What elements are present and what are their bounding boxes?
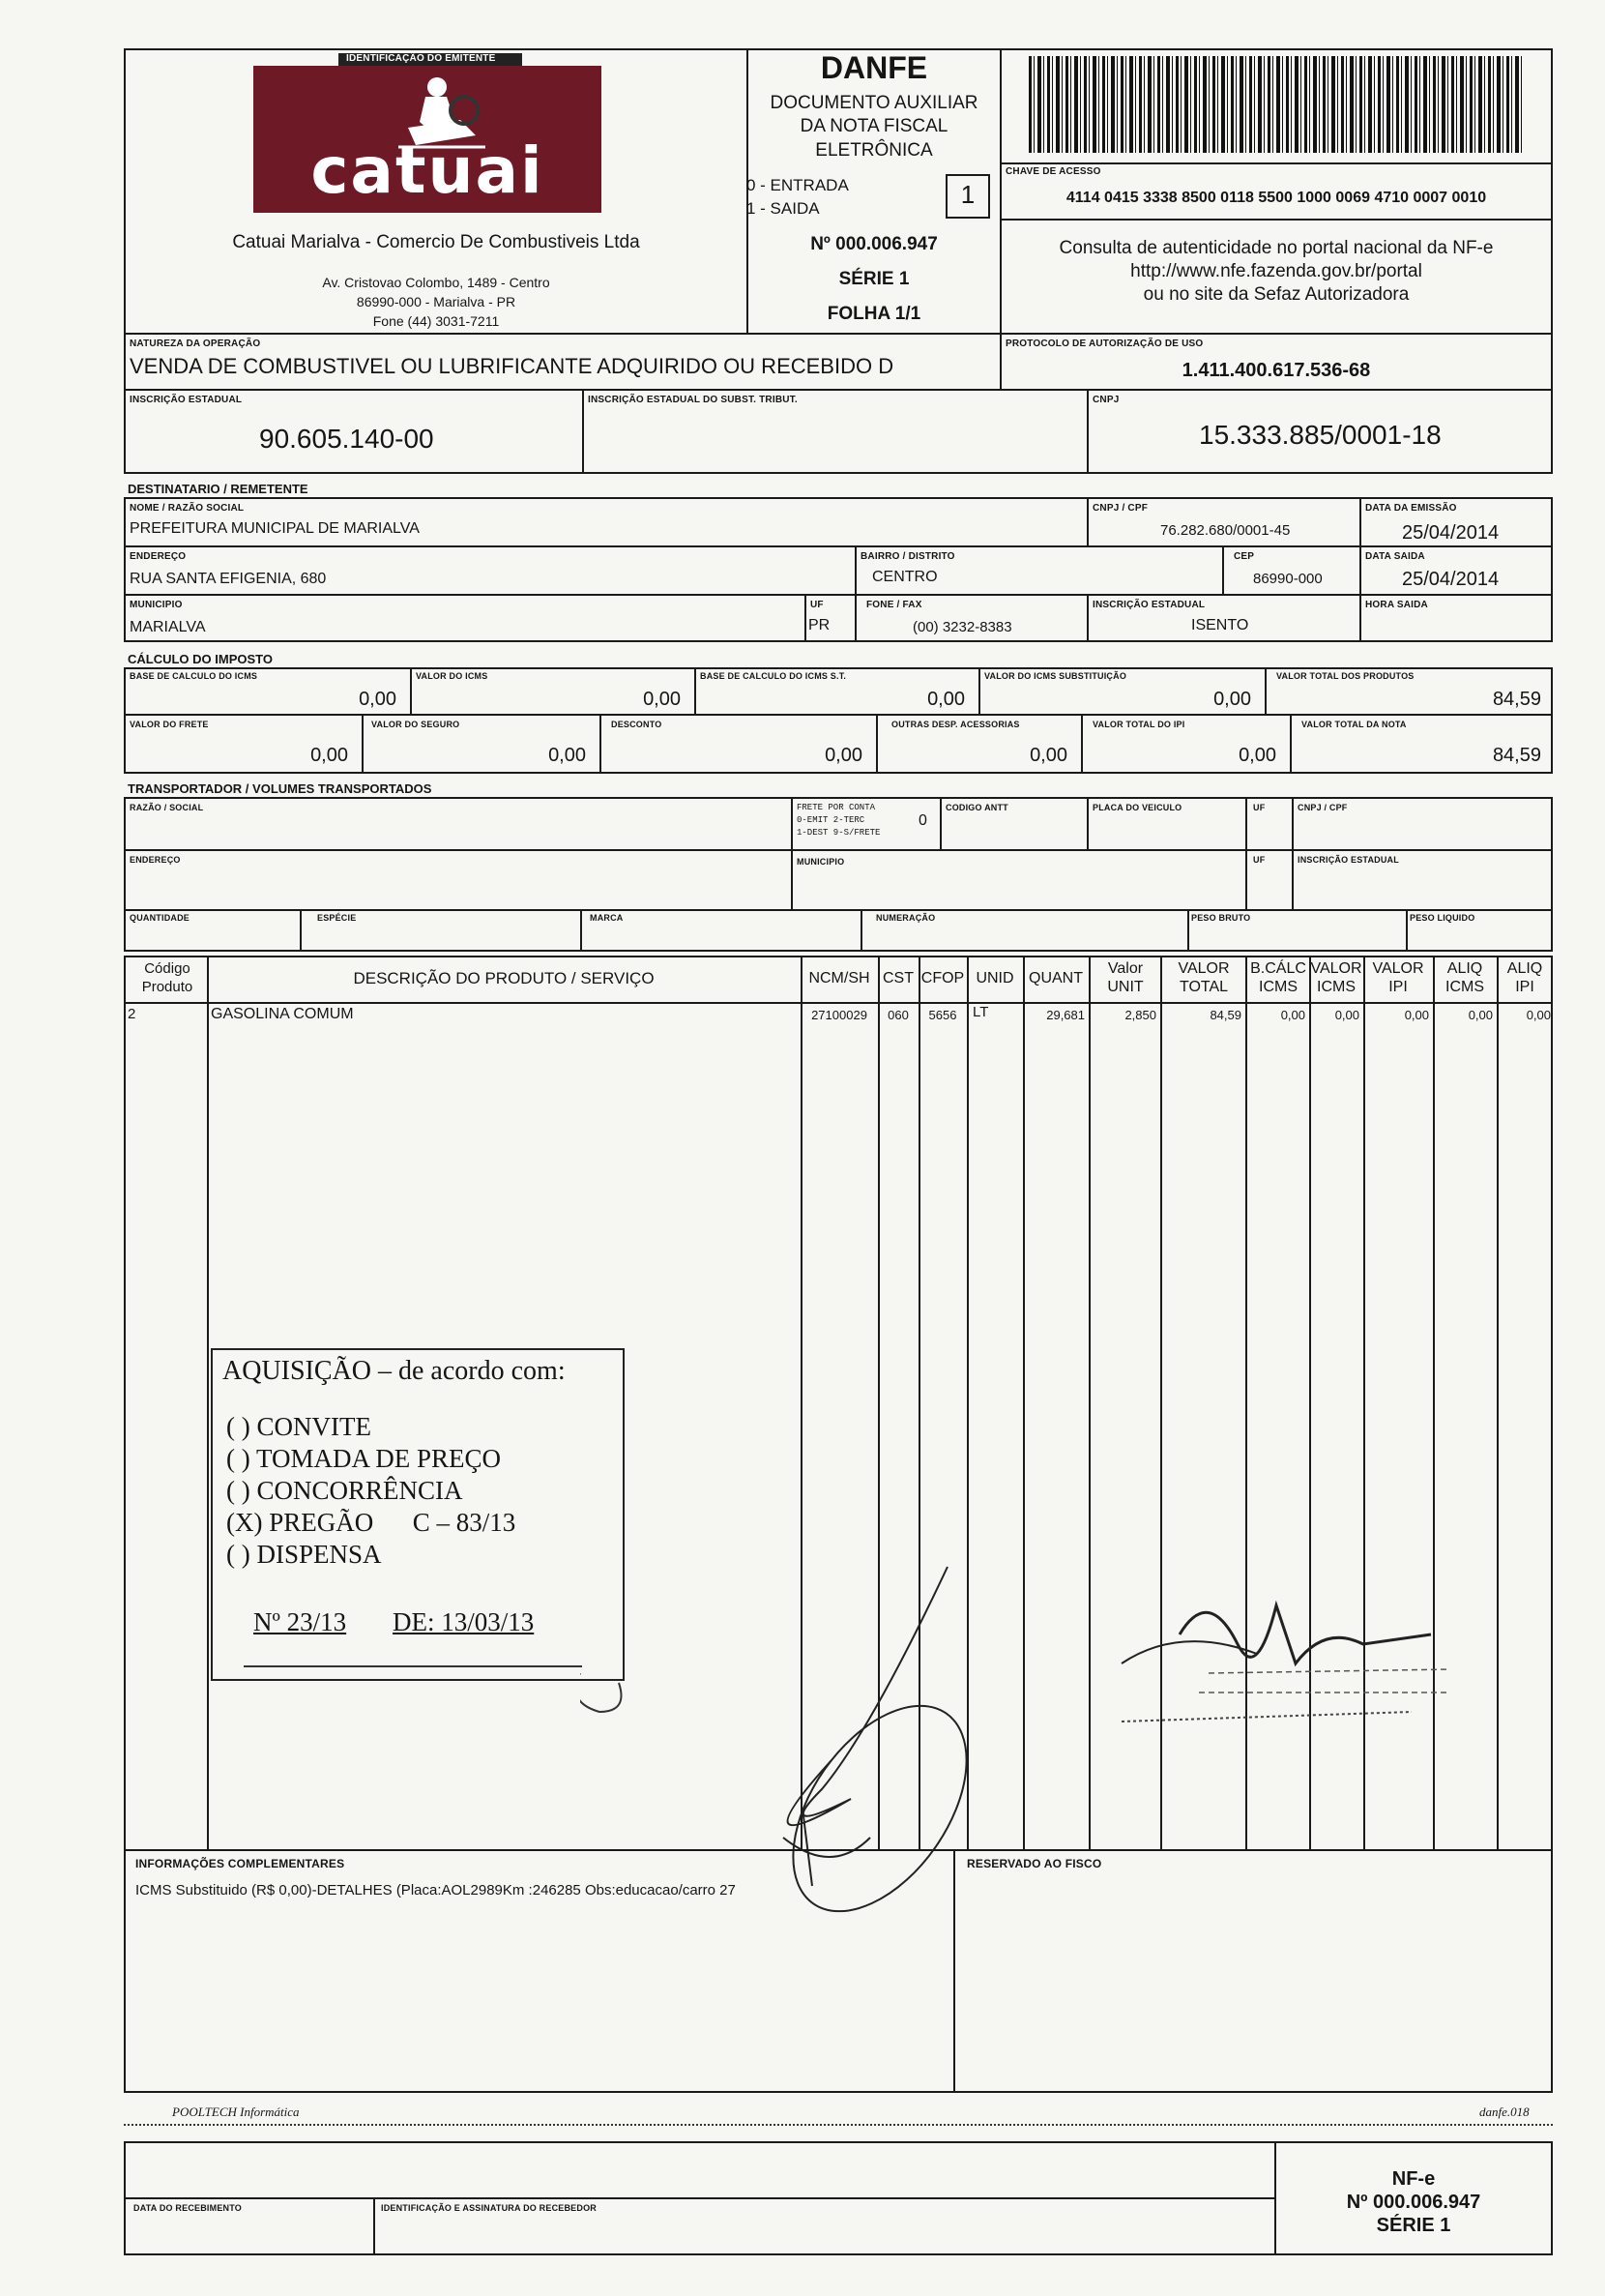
- imp-v3: [978, 667, 980, 714]
- chave-label: CHAVE DE ACESSO: [1006, 166, 1101, 177]
- emitente-phone: Fone (44) 3031-7211: [372, 313, 500, 329]
- th-descricao: DESCRIÇÃO DO PRODUTO / SERVIÇO: [353, 969, 655, 987]
- desconto: 0,00: [825, 745, 862, 766]
- consulta-line3: ou no site da Sefaz Autorizadora: [1143, 284, 1410, 305]
- tr-v-cnpj: [1292, 797, 1294, 911]
- row-vtotal: 84,59: [1210, 1008, 1241, 1022]
- valor-icms-label: VALOR DO ICMS: [416, 671, 488, 681]
- footer-cut-line: [124, 2124, 1553, 2126]
- tr-frete-l1: FRETE POR CONTA: [797, 803, 876, 812]
- col-line-1: [207, 956, 209, 1851]
- tr-v-uf: [1245, 797, 1247, 911]
- ipi-label: VALOR TOTAL DO IPI: [1093, 720, 1185, 729]
- dest-saida: 25/04/2014: [1402, 569, 1500, 590]
- th-vtotal: VALOR TOTAL: [1178, 960, 1230, 995]
- tr-v-antt: [940, 797, 942, 849]
- th-quant: QUANT: [1029, 970, 1083, 986]
- stamp-sign-line: [244, 1665, 582, 1667]
- protocolo-value: 1.411.400.617.536-68: [1182, 360, 1371, 381]
- row-codigo: 2: [128, 1006, 136, 1022]
- dest-cep: 86990-000: [1253, 571, 1323, 587]
- th-cst: CST: [883, 970, 914, 986]
- stamp-item-3: ( ) CONCORRÊNCIA: [226, 1476, 463, 1505]
- vol-peso-bruto-label: PESO BRUTO: [1191, 913, 1251, 923]
- th-codigo: Código Produto: [141, 960, 193, 995]
- natureza-label: NATUREZA DA OPERAÇÃO: [130, 339, 261, 349]
- tr-ie-label: INSCRIÇÃO ESTADUAL: [1298, 855, 1399, 865]
- row-bcicms: 0,00: [1280, 1008, 1305, 1022]
- dest-endereco: RUA SANTA EFIGENIA, 680: [130, 571, 327, 587]
- row-descricao: GASOLINA COMUM: [211, 1006, 354, 1022]
- danfe-serie: SÉRIE 1: [838, 269, 910, 289]
- vol-marca-label: MARCA: [590, 913, 624, 923]
- imp-v9: [1290, 714, 1292, 774]
- row-cst: 060: [888, 1008, 909, 1022]
- dest-municipio-label: MUNICIPIO: [130, 600, 183, 610]
- vol-quantidade-label: QUANTIDADE: [130, 913, 190, 923]
- th-vicms: VALOR ICMS: [1310, 960, 1362, 995]
- base-st-label: BASE DE CALCULO DO ICMS S.T.: [700, 671, 847, 681]
- frete-label: VALOR DO FRETE: [130, 720, 209, 729]
- desconto-label: DESCONTO: [611, 720, 662, 729]
- dest-endereco-label: ENDEREÇO: [130, 551, 187, 562]
- th-aliq-ipi: ALIQ IPI: [1506, 960, 1543, 995]
- row-vunit: 2,850: [1124, 1008, 1156, 1022]
- th-ncm: NCM/SH: [808, 970, 870, 986]
- dest-cep-label: CEP: [1234, 551, 1255, 562]
- tr-uf-label: UF: [1253, 803, 1266, 812]
- base-st: 0,00: [927, 689, 965, 710]
- imp-v8: [1081, 714, 1083, 774]
- prod-header-line: [124, 1002, 1553, 1004]
- stamp-item-2: ( ) TOMADA DE PREÇO: [226, 1444, 502, 1473]
- dest-hline1: [124, 545, 1553, 547]
- tr-municipio-label: MUNICIPIO: [797, 857, 845, 867]
- transportador-box: [124, 797, 1553, 911]
- dest-uf-label: UF: [810, 600, 824, 610]
- tr-placa-label: PLACA DO VEICULO: [1093, 803, 1182, 812]
- canhoto-serie: SÉRIE 1: [1376, 2215, 1451, 2236]
- consulta-line1: Consulta de autenticidade no portal nacional da NF-e: [1059, 238, 1494, 258]
- stamp-item-5: ( ) DISPENSA: [226, 1540, 382, 1569]
- row-ncm: 27100029: [811, 1008, 867, 1022]
- total-nota: 84,59: [1492, 745, 1541, 766]
- danfe-subtitle2: DA NOTA FISCAL: [800, 116, 948, 136]
- imp-v4: [1265, 667, 1267, 714]
- canhoto-hline: [124, 2197, 1274, 2199]
- natureza-value: VENDA DE COMBUSTIVEL OU LUBRIFICANTE ADQUIRIDO OU RECEBIDO D: [130, 354, 894, 378]
- stamp-data: DE: 13/03/13: [393, 1607, 535, 1636]
- footer-right: danfe.018: [1479, 2105, 1530, 2119]
- cnpj-label: CNPJ: [1093, 395, 1120, 405]
- dest-emissao: 25/04/2014: [1402, 522, 1500, 544]
- danfe-subtitle1: DOCUMENTO AUXILIAR: [770, 93, 978, 113]
- vol-v5: [1406, 909, 1408, 952]
- th-unid: UNID: [976, 970, 1014, 986]
- logo: [253, 66, 601, 213]
- destinatario-section: DESTINATARIO / REMETENTE: [128, 482, 308, 496]
- seguro-label: VALOR DO SEGURO: [371, 720, 460, 729]
- tr-v-frete: [791, 797, 793, 911]
- emitente-name: Catuai Marialva - Comercio De Combustiveis Ltda: [232, 232, 640, 252]
- tr-cnpj-label: CNPJ / CPF: [1298, 803, 1348, 812]
- dest-vline-fone: [855, 594, 857, 642]
- ie-divider1: [582, 389, 584, 474]
- base-icms-label: BASE DE CALCULO DO ICMS: [130, 671, 258, 681]
- dest-cnpj: 76.282.680/0001-45: [1160, 522, 1291, 539]
- danfe-folha: FOLHA 1/1: [827, 304, 921, 324]
- emitente-address1: Av. Cristovao Colombo, 1489 - Centro: [322, 275, 550, 290]
- frete: 0,00: [310, 745, 348, 766]
- outras-label: OUTRAS DESP. ACESSORIAS: [891, 720, 1020, 729]
- row-vipi: 0,00: [1404, 1008, 1429, 1022]
- canhoto-data-label: DATA DO RECEBIMENTO: [133, 2203, 242, 2213]
- vol-numeracao-label: NUMERAÇÃO: [876, 913, 936, 923]
- dest-municipio: MARIALVA: [130, 619, 206, 635]
- dest-bairro: CENTRO: [872, 569, 938, 585]
- col-line-13: [1497, 956, 1499, 1851]
- stamp-title: AQUISIÇÃO – de acordo com:: [222, 1356, 566, 1386]
- total-nota-label: VALOR TOTAL DA NOTA: [1301, 720, 1407, 729]
- tr-frete-val: 0: [919, 812, 927, 829]
- danfe-numero: Nº 000.006.947: [810, 234, 938, 254]
- info-label: INFORMAÇÕES COMPLEMENTARES: [135, 1857, 345, 1870]
- row-vicms: 0,00: [1334, 1008, 1359, 1022]
- vol-peso-liquido-label: PESO LIQUIDO: [1410, 913, 1475, 923]
- transportador-section: TRANSPORTADOR / VOLUMES TRANSPORTADOS: [128, 781, 432, 796]
- total-prod: 84,59: [1492, 689, 1541, 710]
- stamp-numero: Nº 23/13: [253, 1607, 347, 1636]
- dest-vline-cnpj: [1087, 497, 1089, 545]
- imp-v6: [599, 714, 601, 774]
- outras: 0,00: [1030, 745, 1067, 766]
- tr-v-placa: [1087, 797, 1089, 849]
- canhoto-vline1: [373, 2197, 375, 2255]
- vol-v2: [580, 909, 582, 952]
- dest-hora-label: HORA SAIDA: [1365, 600, 1428, 610]
- canhoto-assinatura-label: IDENTIFICAÇÃO E ASSINATURA DO RECEBEDOR: [381, 2203, 597, 2213]
- dest-nome-label: NOME / RAZÃO SOCIAL: [130, 503, 245, 514]
- imp-v7: [876, 714, 878, 774]
- total-prod-label: VALOR TOTAL DOS PRODUTOS: [1276, 671, 1415, 681]
- ie-label: INSCRIÇÃO ESTADUAL: [130, 395, 243, 405]
- dest-saida-label: DATA SAIDA: [1365, 551, 1425, 562]
- th-aliq-icms: ALIQ ICMS: [1445, 960, 1484, 995]
- tr-hline: [124, 849, 1553, 851]
- dest-vline-data: [1359, 497, 1361, 642]
- stamp-item-4: (X) PREGÃO C – 83/13: [226, 1508, 516, 1537]
- chave-value: 4114 0415 3338 8500 0118 5500 1000 0069 4710 0007 0010: [1065, 190, 1487, 206]
- dest-fone: (00) 3232-8383: [913, 619, 1012, 635]
- vol-v1: [300, 909, 302, 952]
- th-cfop: CFOP: [920, 970, 965, 986]
- dest-fone-label: FONE / FAX: [866, 600, 922, 610]
- danfe-title: DANFE: [820, 50, 928, 85]
- imp-v5: [362, 714, 364, 774]
- cnpj-value: 15.333.885/0001-18: [1199, 420, 1442, 450]
- dest-cnpj-label: CNPJ / CPF: [1093, 503, 1149, 514]
- valor-st: 0,00: [1213, 689, 1251, 710]
- valor-icms: 0,00: [643, 689, 681, 710]
- dest-emissao-label: DATA DA EMISSÃO: [1365, 503, 1457, 514]
- tr-frete-l3: 1-DEST 9-S/FRETE: [797, 828, 881, 838]
- logo-text: catuai: [310, 133, 544, 208]
- danfe-tipo: 1: [960, 180, 976, 209]
- base-icms: 0,00: [359, 689, 396, 710]
- danfe-saida: 1 - SAIDA: [746, 199, 820, 218]
- vol-especie-label: ESPÉCIE: [317, 913, 357, 923]
- row-cfop: 5656: [928, 1008, 957, 1022]
- vol-v3: [861, 909, 862, 952]
- dest-uf: PR: [808, 617, 831, 633]
- fisco-label: RESERVADO AO FISCO: [967, 1857, 1102, 1870]
- dest-hline2: [124, 594, 1553, 596]
- imposto-section: CÁLCULO DO IMPOSTO: [128, 652, 273, 666]
- stamp-item-1: ( ) CONVITE: [226, 1412, 371, 1441]
- emitente-label: IDENTIFICAÇÃO DO EMITENTE: [346, 53, 496, 64]
- th-vunit: Valor UNIT: [1107, 960, 1144, 995]
- imp-hline: [124, 714, 1553, 716]
- vol-v4: [1187, 909, 1189, 952]
- danfe-subtitle3: ELETRÔNICA: [815, 140, 933, 161]
- ie-value: 90.605.140-00: [259, 424, 434, 454]
- chave-divider2: [1000, 219, 1553, 221]
- dest-vline-cep: [1222, 545, 1224, 594]
- danfe-entrada: 0 - ENTRADA: [746, 176, 849, 194]
- valor-st-label: VALOR DO ICMS SUBSTITUIÇÃO: [984, 671, 1127, 681]
- emitente-address2: 86990-000 - Marialva - PR: [356, 294, 516, 309]
- tr-razao-label: RAZÃO / SOCIAL: [130, 803, 204, 812]
- row-unid: LT: [973, 1004, 989, 1020]
- dest-bairro-label: BAIRRO / DISTRITO: [861, 551, 955, 562]
- info-value: ICMS Substituido (R$ 0,00)-DETALHES (Placa:AOL2989Km :246285 Obs:educacao/carro 27: [135, 1882, 736, 1899]
- imp-v1: [410, 667, 412, 714]
- dest-vline-uf: [804, 594, 806, 642]
- ipi: 0,00: [1239, 745, 1276, 766]
- destinatario-box: [124, 497, 1553, 642]
- protocolo-label: PROTOCOLO DE AUTORIZAÇÃO DE USO: [1006, 339, 1204, 349]
- dest-ie-label: INSCRIÇÃO ESTADUAL: [1093, 600, 1206, 610]
- row-quant: 29,681: [1046, 1008, 1085, 1022]
- tr-frete-l2: 0-EMIT 2-TERC: [797, 815, 865, 825]
- footer-left: POOLTECH Informática: [172, 2105, 300, 2119]
- ie-st-label: INSCRIÇÃO ESTADUAL DO SUBST. TRIBUT.: [588, 395, 798, 405]
- th-vipi: VALOR IPI: [1372, 960, 1424, 995]
- seguro: 0,00: [548, 745, 586, 766]
- dest-ie: ISENTO: [1191, 617, 1249, 633]
- barcode: [1029, 56, 1524, 153]
- dest-vline-bairro: [855, 545, 857, 594]
- tr-uf2-label: UF: [1253, 855, 1266, 865]
- row-aliq-ipi: 0,00: [1526, 1008, 1551, 1022]
- dest-vline-ie: [1087, 594, 1089, 642]
- row-aliq-icms: 0,00: [1468, 1008, 1493, 1022]
- chave-divider: [1000, 162, 1553, 164]
- consulta-line2: http://www.nfe.fazenda.gov.br/portal: [1130, 261, 1422, 281]
- tr-antt-label: CODIGO ANTT: [946, 803, 1008, 812]
- imp-v2: [694, 667, 696, 714]
- th-bcicms: B.CÁLC ICMS: [1250, 960, 1306, 995]
- tr-endereco-label: ENDEREÇO: [130, 855, 181, 865]
- canhoto-nfe: NF-e: [1391, 2168, 1436, 2190]
- info-divider: [953, 1849, 955, 2093]
- ie-divider2: [1087, 389, 1089, 474]
- canhoto-numero: Nº 000.006.947: [1346, 2192, 1481, 2213]
- dest-nome: PREFEITURA MUNICIPAL DE MARIALVA: [130, 520, 420, 537]
